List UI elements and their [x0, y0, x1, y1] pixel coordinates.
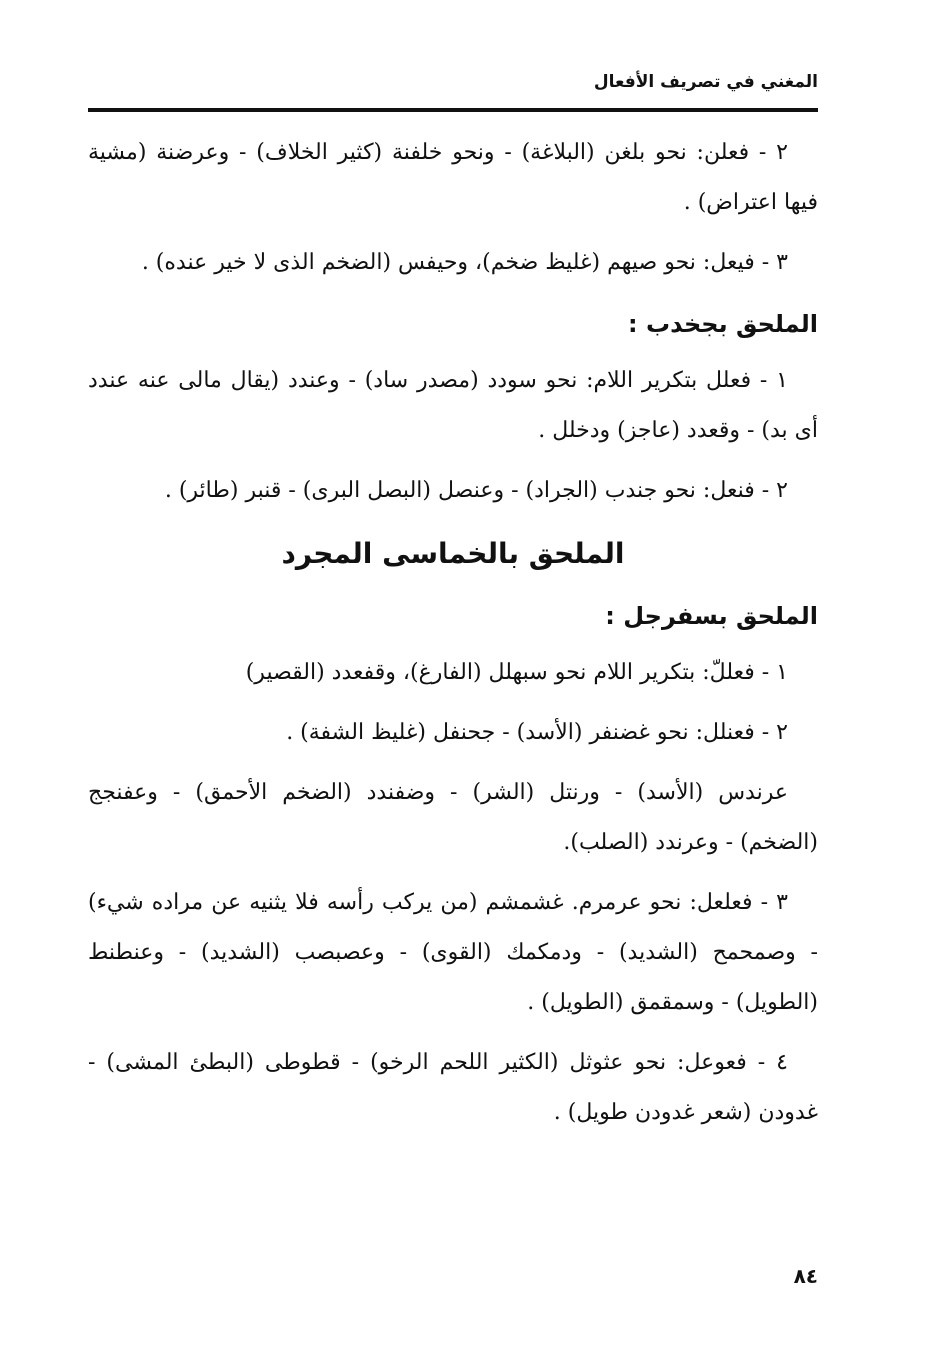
subheading-safarjal: الملحق بسفرجل :	[605, 602, 818, 630]
header-rule	[88, 108, 818, 112]
running-header: المغني في تصريف الأفعال	[593, 72, 818, 92]
section-title-quinary: الملحق بالخماسى المجرد	[281, 537, 625, 570]
paragraph-falan: ٢ - فعلن: نحو بلغن (البلاغة) - ونحو خلفنة (كثير الخلاف) - وعرضنة (مشية فيها اعتراض) .	[88, 140, 818, 215]
paragraph-fanlal: ٢ - فعنلل: نحو غضنفر (الأسد) - جحنفل (غليظ الشفة) .	[286, 720, 788, 745]
paragraph-funal: ٢ - فنعل: نحو جندب (الجراد) - وعنصل (البصل البرى) - قنبر (طائر) .	[164, 478, 788, 503]
paragraph-falal-repeated: ٣ - فعلعل: نحو عرمرم. غشمشم (من يركب رأسه فلا يثنيه عن مراده شيء) - وصمحمح (الشديد) - ودمكمك (القوى) - وعصبصب (الشديد) - وعنطنط (الطويل) - وسمقمق (الطويل) .	[88, 890, 818, 1015]
paragraph-fawal: ٤ - فعوعل: نحو عثوثل (الكثير اللحم الرخو) - قطوطى (البطئ المشى) - غدودن (شعر غدودن طويل) .	[88, 1050, 818, 1125]
subheading-jakhdab: الملحق بجخدب :	[628, 310, 818, 338]
paragraph-fallal: ١ - فعللّ: بتكرير اللام نحو سبهلل (الفارغ)، وقفعدد (القصير)	[245, 660, 788, 685]
paragraph-examples: عرندس (الأسد) - ورنتل (الشر) - وضفندد (الضخم الأحمق) - وعفنجج (الضخم) - وعرندد (الصلب).	[88, 780, 818, 855]
paragraph-falal: ١ - فعلل بتكرير اللام: نحو سودد (مصدر ساد) - وعندد (يقال مالى عنه عندد أى بد) - وقعدد (عاجز) ودخلل .	[88, 368, 818, 443]
page-content	[88, 128, 818, 1148]
page-number: ٨٤	[793, 1264, 818, 1288]
paragraph-fayal: ٣ - فيعل: نحو صيهم (غليظ ضخم)، وحيفس (الضخم الذى لا خير عنده) .	[141, 250, 788, 275]
